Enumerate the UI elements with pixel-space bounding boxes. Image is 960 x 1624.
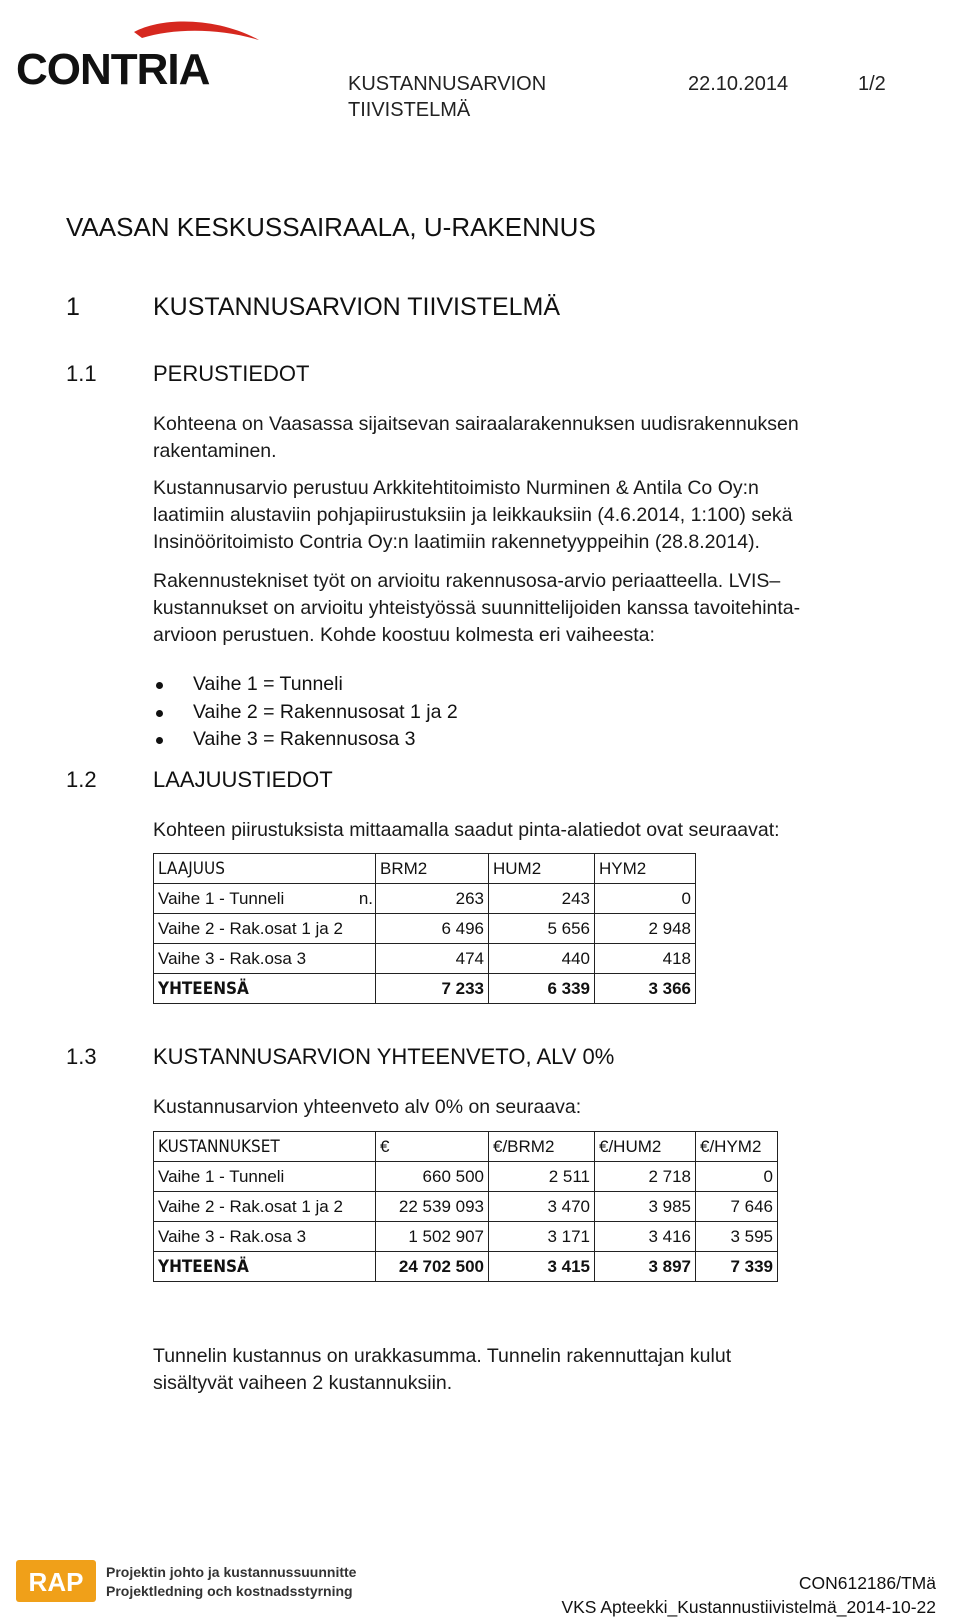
table-row bbox=[154, 1192, 778, 1222]
table-cell: 0 bbox=[696, 1162, 778, 1192]
logo-wordmark: CONTRIA bbox=[16, 45, 210, 94]
section-1-2-title: LAAJUUSTIEDOT bbox=[153, 767, 333, 792]
paragraph-intro-line1: Kohteena on Vaasassa sijaitsevan sairaalarakennuksen uudisrakennuksen bbox=[153, 413, 799, 435]
table-cell: 6 339 bbox=[489, 974, 595, 1004]
table-cell: 243 bbox=[489, 884, 595, 914]
rap-tagline-2: Projektledning och kostnadsstyrning bbox=[106, 1583, 353, 1599]
section-1-title: KUSTANNUSARVION TIIVISTELMÄ bbox=[153, 293, 561, 321]
project-title: VAASAN KESKUSSAIRAALA, U-RAKENNUS bbox=[66, 212, 596, 242]
phase-list bbox=[153, 671, 458, 754]
table-cell: 7 339 bbox=[696, 1252, 778, 1282]
paragraph-basis bbox=[153, 475, 943, 556]
file-name: VKS Apteekki_Kustannustiivistelmä_2014-10-22 bbox=[561, 1597, 936, 1617]
list-item: Vaihe 2 = Rakennusosat 1 ja 2 bbox=[153, 699, 458, 727]
table-header-cell: €/HUM2 bbox=[595, 1132, 696, 1162]
page-number: 1/2 bbox=[858, 73, 886, 95]
table-header-cell: €/HYM2 bbox=[696, 1132, 778, 1162]
section-1-number: 1 bbox=[66, 293, 80, 321]
tunnel-note bbox=[153, 1343, 943, 1397]
table-header-row bbox=[154, 1132, 778, 1162]
section-1-3-number: 1.3 bbox=[66, 1044, 97, 1069]
doc-date: 22.10.2014 bbox=[688, 73, 789, 95]
section-1-2-number: 1.2 bbox=[66, 767, 97, 792]
table-cell: 5 656 bbox=[489, 914, 595, 944]
section-1-3-heading bbox=[0, 1042, 960, 1072]
doc-code: CON612186/TMä bbox=[798, 1573, 936, 1593]
table-cell: Vaihe 3 - Rak.osa 3 bbox=[154, 1222, 376, 1252]
rap-logo-graphic bbox=[16, 1556, 356, 1606]
table-cell: 263 bbox=[376, 884, 489, 914]
table-cell: 3 171 bbox=[489, 1222, 595, 1252]
table-cell: 660 500 bbox=[376, 1162, 489, 1192]
table-cell: YHTEENSÄ bbox=[154, 974, 376, 1004]
table-row bbox=[154, 944, 696, 974]
row-note: n. bbox=[358, 888, 373, 908]
table-header-cell: BRM2 bbox=[376, 854, 489, 884]
table-row bbox=[154, 1162, 778, 1192]
table-total-row bbox=[154, 974, 696, 1004]
table-cell: 24 702 500 bbox=[376, 1252, 489, 1282]
list-item: Vaihe 3 = Rakennusosa 3 bbox=[153, 726, 458, 754]
table-cell: 3 470 bbox=[489, 1192, 595, 1222]
table-cell: 0 bbox=[595, 884, 696, 914]
paragraph-method-line1: Rakennustekniset työt on arvioitu rakennusosa-arvio periaatteella. LVIS– bbox=[153, 570, 781, 592]
table-total-row bbox=[154, 1252, 778, 1282]
table-cell: 3 416 bbox=[595, 1222, 696, 1252]
table-cell: 2 948 bbox=[595, 914, 696, 944]
paragraph-intro bbox=[153, 411, 943, 465]
section-1-1-title: PERUSTIEDOT bbox=[153, 361, 310, 386]
cost-table bbox=[153, 1131, 778, 1282]
table-cell: 474 bbox=[376, 944, 489, 974]
table-header-cell: €/BRM2 bbox=[489, 1132, 595, 1162]
table-cell: 2 511 bbox=[489, 1162, 595, 1192]
table-cell: 22 539 093 bbox=[376, 1192, 489, 1222]
area-table bbox=[153, 853, 696, 1004]
table-header-row bbox=[154, 854, 696, 884]
paragraph-method-line2: kustannukset on arvioitu yhteistyössä suunnittelijoiden kanssa tavoitehinta- bbox=[153, 597, 801, 619]
area-intro: Kohteen piirustuksista mittaamalla saadut pinta-alatiedot ovat seuraavat: bbox=[153, 819, 780, 841]
section-1-1-number: 1.1 bbox=[66, 361, 97, 386]
table-cell: Vaihe 1 - Tunneli bbox=[154, 1162, 376, 1192]
paragraph-basis-line3: Insinööritoimisto Contria Oy:n laatimiin rakennetyyppeihin (28.8.2014). bbox=[153, 531, 760, 553]
paragraph-basis-line2: laatimiin alustaviin pohjapiirustuksiin ja leikkauksiin (4.6.2014, 1:100) sekä bbox=[153, 504, 793, 526]
table-row bbox=[154, 914, 696, 944]
tunnel-note-line1: Tunnelin kustannus on urakkasumma. Tunnelin rakennuttajan kulut bbox=[153, 1345, 732, 1367]
table-cell: 6 496 bbox=[376, 914, 489, 944]
section-1-heading bbox=[0, 291, 960, 323]
table-cell: Vaihe 3 - Rak.osa 3 bbox=[154, 944, 376, 974]
table-cell: 2 718 bbox=[595, 1162, 696, 1192]
row-label: Vaihe 1 - Tunneli bbox=[158, 888, 285, 908]
section-1-1-heading bbox=[0, 359, 960, 389]
table-cell: 1 502 907 bbox=[376, 1222, 489, 1252]
table-cell: 7 233 bbox=[376, 974, 489, 1004]
table-cell: 7 646 bbox=[696, 1192, 778, 1222]
table-cell: YHTEENSÄ bbox=[154, 1252, 376, 1282]
table-cell: 3 985 bbox=[595, 1192, 696, 1222]
table-cell: 3 595 bbox=[696, 1222, 778, 1252]
table-cell: 440 bbox=[489, 944, 595, 974]
doc-title-line2: TIIVISTELMÄ bbox=[348, 99, 471, 121]
paragraph-method bbox=[153, 568, 943, 649]
cost-intro: Kustannusarvion yhteenveto alv 0% on seuraava: bbox=[153, 1096, 582, 1118]
list-item: Vaihe 1 = Tunneli bbox=[153, 671, 458, 699]
table-cell: 3 415 bbox=[489, 1252, 595, 1282]
section-1-3-title: KUSTANNUSARVION YHTEENVETO, ALV 0% bbox=[153, 1044, 615, 1069]
tunnel-note-line2: sisältyvät vaiheen 2 kustannuksiin. bbox=[153, 1372, 453, 1394]
table-cell: Vaihe 2 - Rak.osat 1 ja 2 bbox=[154, 914, 376, 944]
table-header-cell: KUSTANNUKSET bbox=[154, 1132, 376, 1162]
table-cell bbox=[154, 884, 376, 914]
table-cell: 418 bbox=[595, 944, 696, 974]
table-cell: 3 897 bbox=[595, 1252, 696, 1282]
table-cell: Vaihe 2 - Rak.osat 1 ja 2 bbox=[154, 1192, 376, 1222]
table-cell: 3 366 bbox=[595, 974, 696, 1004]
section-1-2-heading bbox=[0, 765, 960, 795]
paragraph-basis-line1: Kustannusarvio perustuu Arkkitehtitoimisto Nurminen & Antila Co Oy:n bbox=[153, 477, 759, 499]
table-header-cell: HUM2 bbox=[489, 854, 595, 884]
doc-title bbox=[348, 71, 546, 123]
rap-label: RAP bbox=[28, 1567, 84, 1597]
contria-logo-graphic bbox=[14, 14, 274, 94]
contria-logo bbox=[14, 14, 274, 94]
rap-tagline-1: Projektin johto ja kustannussuunnittelu bbox=[106, 1564, 356, 1580]
paragraph-method-line3: arvioon perustuen. Kohde koostuu kolmesta eri vaiheesta: bbox=[153, 624, 655, 646]
table-row bbox=[154, 884, 696, 914]
table-header-cell: LAAJUUS bbox=[154, 854, 376, 884]
table-header-cell: € bbox=[376, 1132, 489, 1162]
rap-logo bbox=[16, 1556, 356, 1606]
table-row bbox=[154, 1222, 778, 1252]
doc-title-line1: KUSTANNUSARVION bbox=[348, 73, 547, 95]
paragraph-intro-line2: rakentaminen. bbox=[153, 440, 277, 462]
table-header-cell: HYM2 bbox=[595, 854, 696, 884]
